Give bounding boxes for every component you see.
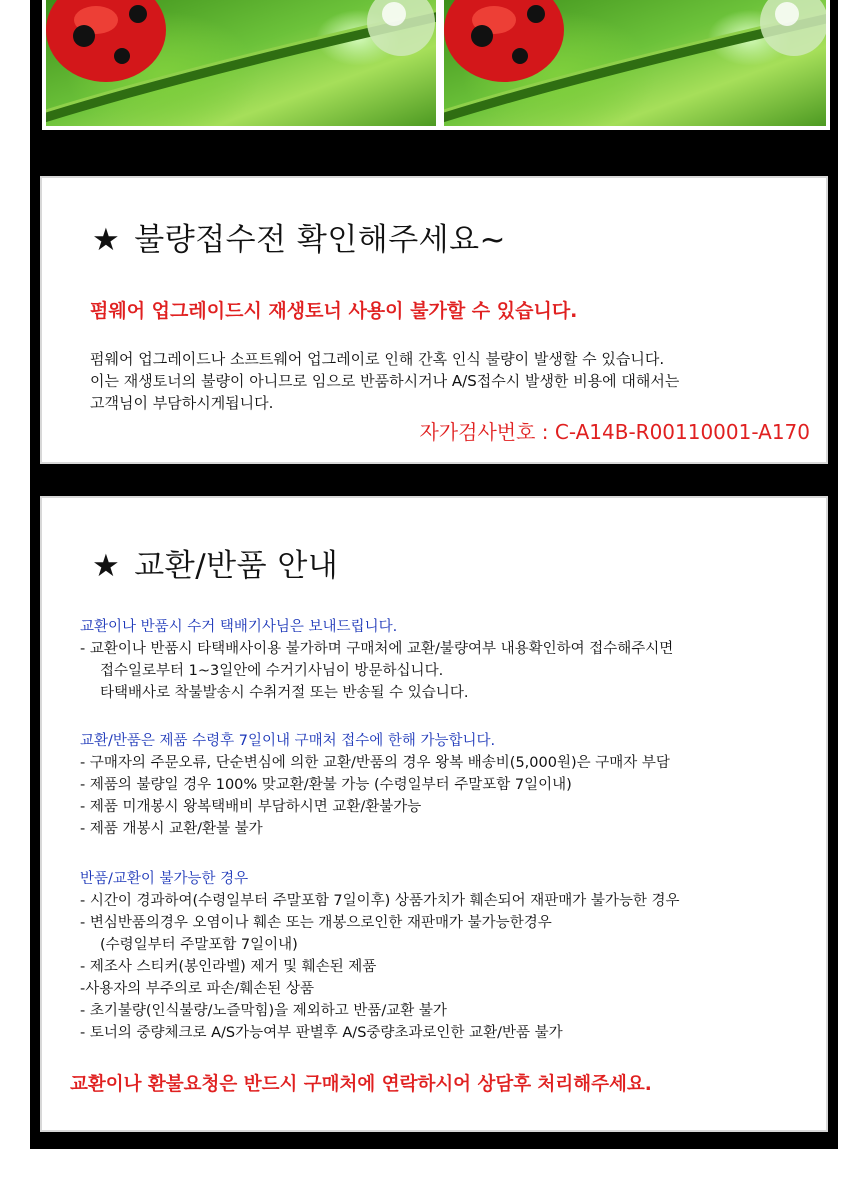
section-line: 타택배사로 착불발송시 수취거절 또는 반송될 수 있습니다. [100, 685, 469, 701]
section-line: - 교환이나 반품시 타택배사이용 불가하며 구매처에 교환/불량여부 내용확인하여 접수해주시면 [80, 641, 674, 657]
section-line: - 제품의 불량일 경우 100% 맞교환/환불 가능 (수령일부터 주말포함 7일이내) [80, 777, 572, 793]
section-title: 교환/반품은 제품 수령후 7일이내 구매처 접수에 한해 가능합니다. [80, 733, 496, 749]
star-icon: ★ [92, 548, 121, 584]
firmware-note-line: 고객님이 부담하시게됩니다. [90, 394, 274, 412]
ladybug-photo-right [440, 0, 830, 130]
returns-heading [92, 540, 338, 585]
section-line: (수령일부터 주말포함 7일이내) [100, 937, 298, 953]
star-icon: ★ [92, 222, 121, 258]
section-line: - 변심반품의경우 오염이나 훼손 또는 개봉으로인한 재판매가 불가능한경우 [80, 915, 552, 931]
contact-notice: 교환이나 환불요청은 반드시 구매처에 연락하시어 상담후 처리해주세요. [70, 1074, 652, 1095]
ladybug-photo-left [42, 0, 440, 130]
black-frame [30, 0, 838, 1149]
inspection-code: 자가검사번호 : C-A14B-R00110001-A170 [419, 420, 810, 444]
firmware-note-line: 이는 재생토너의 불량이 아니므로 임으로 반품하시거나 A/S접수시 발생한 비용에 대해서는 [90, 372, 680, 390]
section-line: 접수일로부터 1~3일안에 수거기사님이 방문하십니다. [100, 663, 444, 679]
firmware-note-line: 펌웨어 업그레이드나 소프트웨어 업그레이로 인해 간혹 인식 불량이 발생할 수 있습니다. [90, 350, 665, 368]
defect-notice-panel [40, 176, 828, 464]
section-line: - 초기불량(인식불량/노즐막힘)을 제외하고 반품/교환 불가 [80, 1003, 447, 1019]
section-line: - 토너의 중량체크로 A/S가능여부 판별후 A/S중량초과로인한 교환/반품 불가 [80, 1025, 563, 1041]
section-line: - 제품 개봉시 교환/환불 불가 [80, 821, 263, 837]
section-title: 반품/교환이 불가능한 경우 [80, 871, 249, 887]
returns-panel [40, 496, 828, 1132]
firmware-note [90, 348, 679, 414]
section-line: -사용자의 부주의로 파손/훼손된 상품 [80, 981, 315, 997]
pickup-section [80, 616, 673, 704]
firmware-warning: 펌웨어 업그레이드시 재생토너 사용이 불가할 수 있습니다. [90, 300, 578, 322]
defect-notice-title: 불량접수전 확인해주세요~ [134, 222, 507, 258]
section-line: - 제조사 스티커(봉인라벨) 제거 및 훼손된 제품 [80, 959, 377, 975]
section-title: 교환이나 반품시 수거 택배기사님은 보내드립니다. [80, 619, 398, 635]
non-returnable-section [80, 868, 680, 1044]
section-line: - 구매자의 주문오류, 단순변심에 의한 교환/반품의 경우 왕복 배송비(5,000원)은 구매자 부담 [80, 755, 670, 771]
defect-notice-heading [92, 214, 506, 259]
returns-title: 교환/반품 안내 [134, 548, 339, 584]
section-line: - 제품 미개봉시 왕복택배비 부담하시면 교환/환불가능 [80, 799, 422, 815]
return-period-section [80, 730, 670, 840]
section-line: - 시간이 경과하여(수령일부터 주말포함 7일이후) 상품가치가 훼손되어 재판매가 불가능한 경우 [80, 893, 680, 909]
